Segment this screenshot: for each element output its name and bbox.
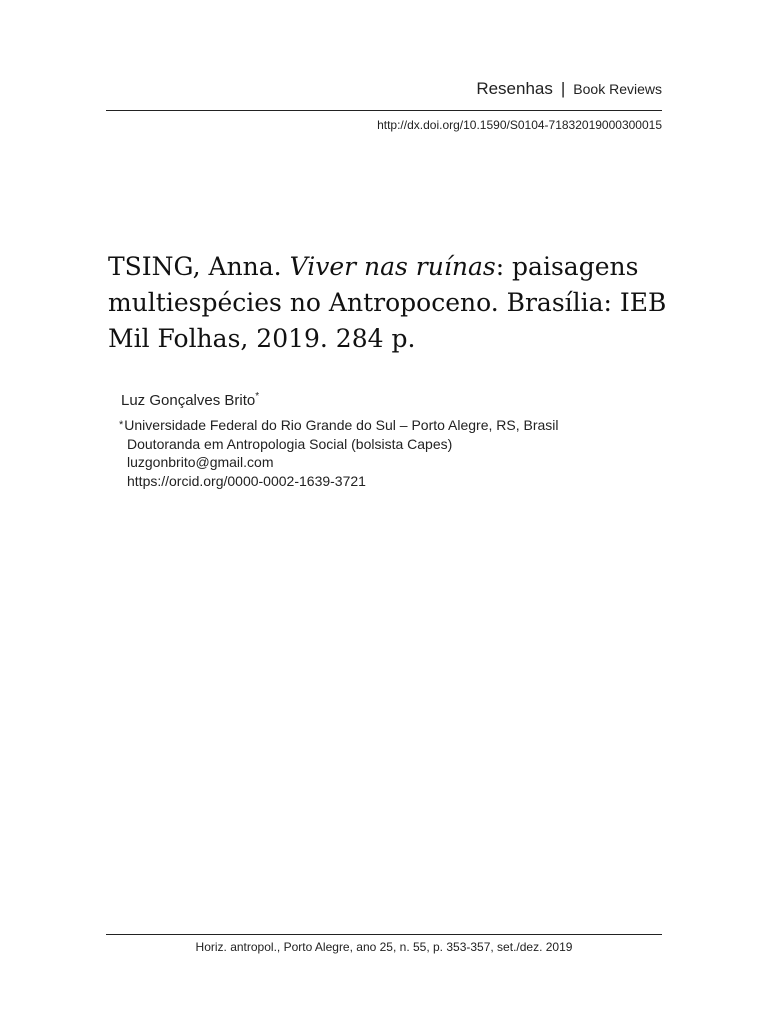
affiliation-marker: *: [119, 419, 124, 431]
header-rule: [106, 110, 662, 111]
running-header: [476, 79, 662, 99]
title-part-2: : paisagens multiespécies no Antropoceno. Brasília: IEB Mil Folhas, 2019. 284 p.: [108, 252, 667, 353]
author-name: [121, 391, 259, 409]
title-part-1: TSING, Anna.: [108, 252, 290, 281]
author-name-text: Luz Gonçalves Brito: [121, 392, 256, 409]
affiliation-institution: [119, 416, 559, 435]
author-affiliation: [119, 416, 559, 490]
title-book-italic: Viver nas ruínas: [289, 252, 496, 281]
section-label: Resenhas: [476, 79, 553, 98]
doi-link[interactable]: http://dx.doi.org/10.1590/S0104-71832019000300015: [377, 118, 662, 132]
author-footnote-marker: *: [255, 391, 260, 402]
affiliation-program: Doutoranda em Antropologia Social (bolsista Capes): [127, 435, 453, 452]
footer-rule: [106, 934, 662, 935]
header-separator: |: [560, 79, 566, 98]
review-title: [108, 249, 668, 357]
affiliation-email[interactable]: luzgonbrito@gmail.com: [127, 454, 274, 470]
affiliation-orcid[interactable]: https://orcid.org/0000-0002-1639-3721: [127, 472, 366, 489]
section-label-en: Book Reviews: [573, 81, 662, 97]
footer-citation: Horiz. antropol., Porto Alegre, ano 25, n. 55, p. 353-357, set./dez. 2019: [195, 940, 573, 954]
affiliation-institution-text: Universidade Federal do Rio Grande do Sul – Porto Alegre, RS, Brasil: [124, 417, 559, 433]
